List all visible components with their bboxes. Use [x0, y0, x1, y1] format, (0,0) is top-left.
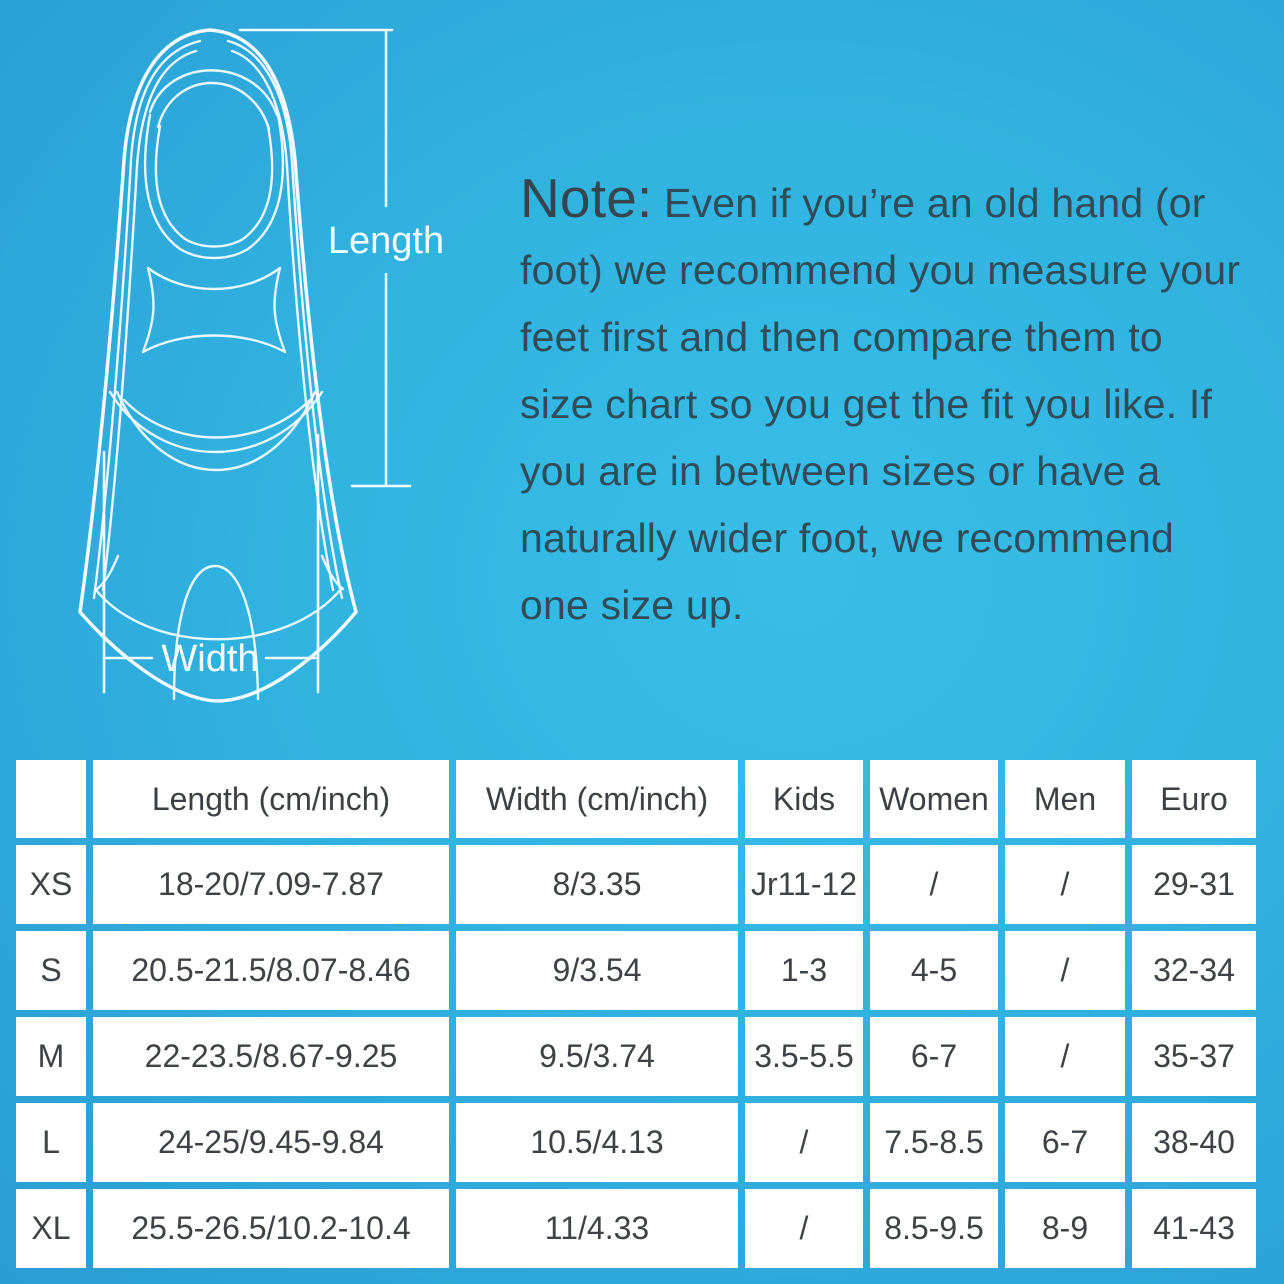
size-label-cell: XS: [16, 845, 86, 924]
table-cell: 35-37: [1132, 1017, 1256, 1096]
size-label-cell: XL: [16, 1189, 86, 1268]
table-cell: /: [1005, 1017, 1125, 1096]
length-label: Length: [327, 220, 445, 262]
header-cell-length: Length (cm/inch): [93, 760, 449, 838]
table-cell: 10.5/4.13: [456, 1103, 738, 1182]
note-prefix: Note:: [520, 167, 653, 229]
table-cell: 8-9: [1005, 1189, 1125, 1268]
header-cell-women: Women: [870, 760, 998, 838]
fin-outline: [80, 30, 356, 701]
table-cell: 6-7: [870, 1017, 998, 1096]
size-label-cell: M: [16, 1017, 86, 1096]
size-table: [16, 760, 1256, 1268]
table-cell: /: [1005, 845, 1125, 924]
table-cell: 24-25/9.45-9.84: [93, 1103, 449, 1182]
header-cell-size: [16, 760, 86, 838]
table-cell: 1-3: [745, 931, 863, 1010]
table-cell: 38-40: [1132, 1103, 1256, 1182]
header-cell-euro: Euro: [1132, 760, 1256, 838]
table-cell: /: [745, 1103, 863, 1182]
fin-line-art: [0, 0, 480, 740]
header-cell-kids: Kids: [745, 760, 863, 838]
width-dimension: [104, 435, 318, 692]
table-cell: /: [870, 845, 998, 924]
table-cell: 8/3.35: [456, 845, 738, 924]
table-cell: 11/4.33: [456, 1189, 738, 1268]
header-cell-men: Men: [1005, 760, 1125, 838]
table-cell: 9.5/3.74: [456, 1017, 738, 1096]
table-cell: 6-7: [1005, 1103, 1125, 1182]
table-cell: 32-34: [1132, 931, 1256, 1010]
note-paragraph: [520, 165, 1246, 639]
table-cell: 41-43: [1132, 1189, 1256, 1268]
table-cell: /: [745, 1189, 863, 1268]
table-cell: 22-23.5/8.67-9.25: [93, 1017, 449, 1096]
table-cell: 20.5-21.5/8.07-8.46: [93, 931, 449, 1010]
table-cell: 3.5-5.5: [745, 1017, 863, 1096]
table-cell: 9/3.54: [456, 931, 738, 1010]
size-label-cell: S: [16, 931, 86, 1010]
width-label: Width: [161, 638, 259, 680]
table-cell: 8.5-9.5: [870, 1189, 998, 1268]
length-dimension: [240, 30, 444, 486]
table-cell: /: [1005, 931, 1125, 1010]
table-cell: 4-5: [870, 931, 998, 1010]
table-cell: 29-31: [1132, 845, 1256, 924]
table-cell: 7.5-8.5: [870, 1103, 998, 1182]
table-cell: Jr11-12: [745, 845, 863, 924]
table-cell: 18-20/7.09-7.87: [93, 845, 449, 924]
note-body: Even if you’re an old hand (or foot) we recommend you measure your feet first and then compare them to size chart so you get the fit you like. If you are in between sizes or have a naturally wider foot, we recommend one size up.: [520, 180, 1241, 628]
table-cell: 25.5-26.5/10.2-10.4: [93, 1189, 449, 1268]
header-cell-width: Width (cm/inch): [456, 760, 738, 838]
size-label-cell: L: [16, 1103, 86, 1182]
